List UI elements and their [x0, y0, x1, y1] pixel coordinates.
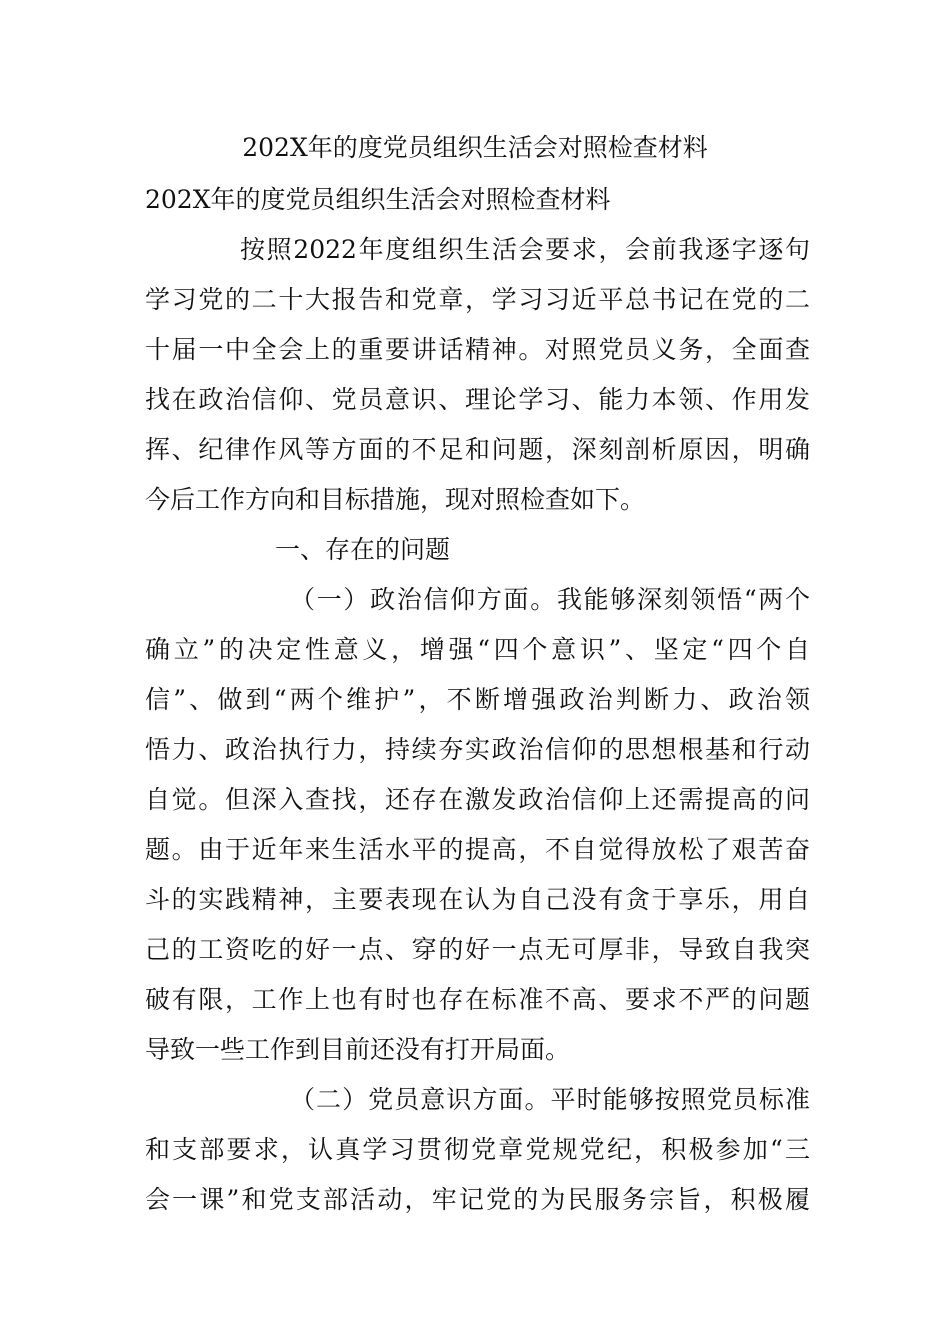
paragraph-line: 今后工作方向和目标措施，现对照检查如下。: [145, 485, 646, 514]
paragraph-line: （二）党员意识方面。平时能够按照党员标准: [290, 1085, 810, 1114]
paragraph-line: 和支部要求，认真学习贯彻党章党规党纪，积极参加“三: [145, 1135, 810, 1164]
document-title: 202X年的度党员组织生活会对照检查材料: [242, 133, 708, 162]
paragraph-line: 找在政治信仰、党员意识、理论学习、能力本领、作用发: [145, 385, 810, 414]
section-heading: 一、存在的问题: [275, 535, 451, 564]
paragraph-line: 信”、做到“两个维护”，不断增强政治判断力、政治领: [145, 685, 810, 714]
paragraph-line: 会一课”和党支部活动，牢记党的为民服务宗旨，积极履: [145, 1185, 810, 1214]
paragraph-line: 破有限，工作上也有时也存在标准不高、要求不严的问题: [145, 985, 810, 1014]
document-subtitle: 202X年的度党员组织生活会对照检查材料: [145, 185, 611, 214]
paragraph-line: 导致一些工作到目前还没有打开局面。: [145, 1035, 571, 1064]
paragraph-line: 悟力、政治执行力，持续夯实政治信仰的思想根基和行动: [145, 735, 810, 764]
paragraph-line: 十届一中全会上的重要讲话精神。对照党员义务，全面查: [145, 335, 810, 364]
paragraph-line: 自觉。但深入查找，还存在激发政治信仰上还需提高的问: [145, 785, 810, 814]
paragraph-line: （一）政治信仰方面。我能够深刻领悟“两个: [290, 585, 810, 614]
paragraph-line: 挥、纪律作风等方面的不足和问题，深刻剖析原因，明确: [145, 435, 810, 464]
paragraph-line: 斗的实践精神，主要表现在认为自己没有贪于享乐，用自: [145, 885, 810, 914]
paragraph-line: 按照2022年度组织生活会要求，会前我逐字逐句: [240, 235, 810, 264]
paragraph-line: 学习党的二十大报告和党章，学习习近平总书记在党的二: [145, 285, 810, 314]
paragraph-line: 确立”的决定性意义，增强“四个意识”、坚定“四个自: [145, 635, 810, 664]
paragraph-line: 题。由于近年来生活水平的提高，不自觉得放松了艰苦奋: [145, 835, 810, 864]
paragraph-line: 己的工资吃的好一点、穿的好一点无可厚非，导致自我突: [145, 935, 810, 964]
